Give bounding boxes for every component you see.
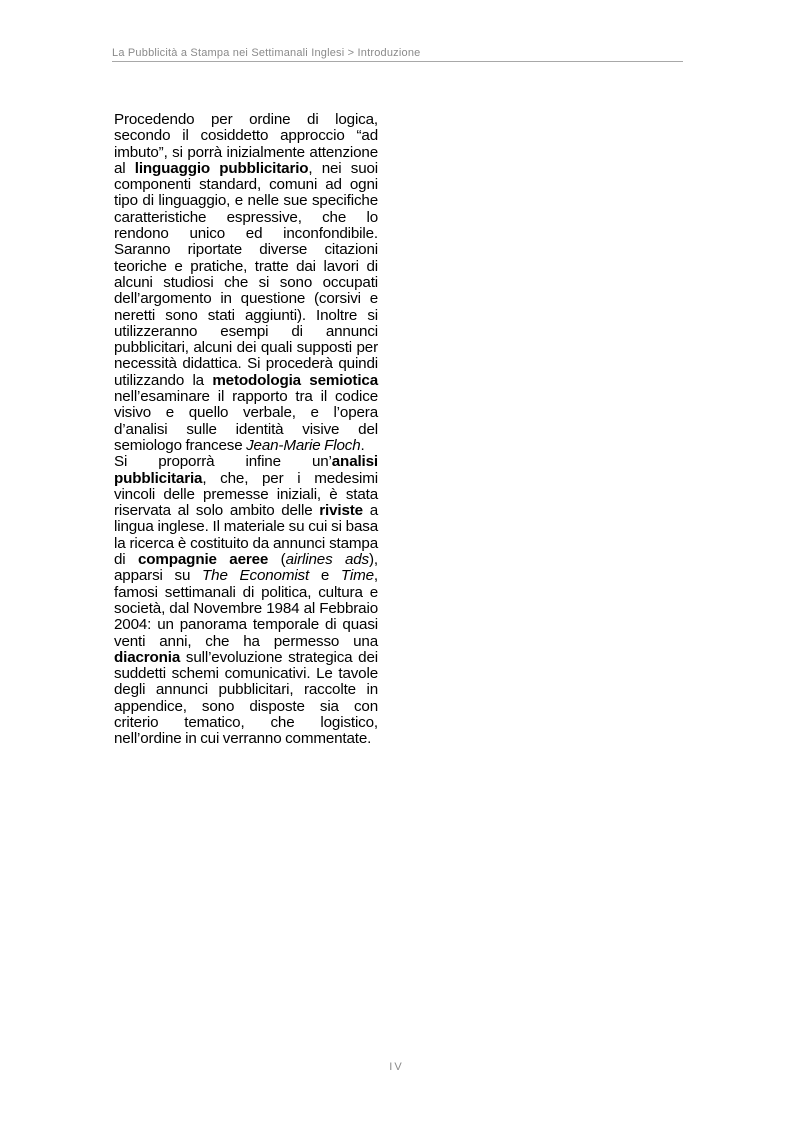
- text-run: e: [309, 567, 341, 585]
- bold-term: compagnie aeree: [137, 551, 269, 569]
- body-text: [114, 112, 378, 748]
- text-run: a lingua inglese. Il materiale su cui si basa la ricerca è costituito da annunci stampa di: [114, 502, 378, 569]
- italic-term: airlines ads: [285, 551, 370, 569]
- text-run: ), apparsi su: [114, 551, 378, 585]
- italic-name: Jean-Marie Floch: [246, 436, 361, 454]
- text-run: , nei suoi componenti standard, comuni ad ogni tipo di linguaggio, e nelle sue specifiche caratteristiche espressive, che lo rendono unico ed inconfondibile. Saranno riportate diverse citazioni teoriche e pratiche, tratte dai lavori di alcuni studiosi che si sono occupati dell’argomento in questione (corsivi e neretti sono stati aggiunti). Inoltre si utilizzeranno esempi di annunci pubblicitari, alcuni dei quali supposti per necessità didattica. Si procederà quindi utilizzando la: [114, 159, 379, 389]
- text-run: , famosi settimanali di politica, cultura e società, dal Novembre 1984 al Febbraio 2004: un panorama temporale di quasi venti anni, che ha permesso una: [114, 567, 378, 650]
- bold-term: diacronia: [114, 648, 181, 666]
- bold-term: metodologia semiotica: [212, 371, 378, 389]
- text-run: sull’evoluzione strategica dei suddetti schemi comunicativi. Le tavole degli annunci pubblicitari, raccolte in appendice, sono disposte sia con criterio tematico, che logistico, nell’ordine in cui verranno commentate.: [114, 648, 378, 748]
- text-run: .: [360, 436, 365, 454]
- page-number: IV: [389, 1061, 404, 1073]
- text-run: , che, per i medesimi vincoli delle premesse iniziali, è stata riservata al solo ambito delle: [114, 469, 378, 520]
- bold-term: analisi pubblicitaria: [114, 453, 378, 487]
- running-header: La Pubblicità a Stampa nei Settimanali Inglesi > Introduzione: [112, 47, 683, 62]
- text-run: nell’esaminare il rapporto tra il codice visivo e quello verbale, e l’opera d’analisi sulle identità visive del semiologo francese: [114, 388, 378, 454]
- bold-term: linguaggio pubblicitario: [134, 159, 309, 177]
- paragraph-analysis: [114, 454, 378, 747]
- italic-title: The Economist: [202, 567, 310, 585]
- italic-title: Time: [340, 567, 374, 585]
- text-run: (: [268, 551, 286, 569]
- bold-term: riviste: [319, 502, 363, 520]
- text-run: Si proporrà infine un’: [114, 453, 332, 471]
- text-run: Procedendo per ordine di logica, secondo il cosiddetto approccio “ad imbuto”, si porrà inizialmente attenzione al: [114, 111, 378, 177]
- paragraph-intro: [114, 112, 378, 454]
